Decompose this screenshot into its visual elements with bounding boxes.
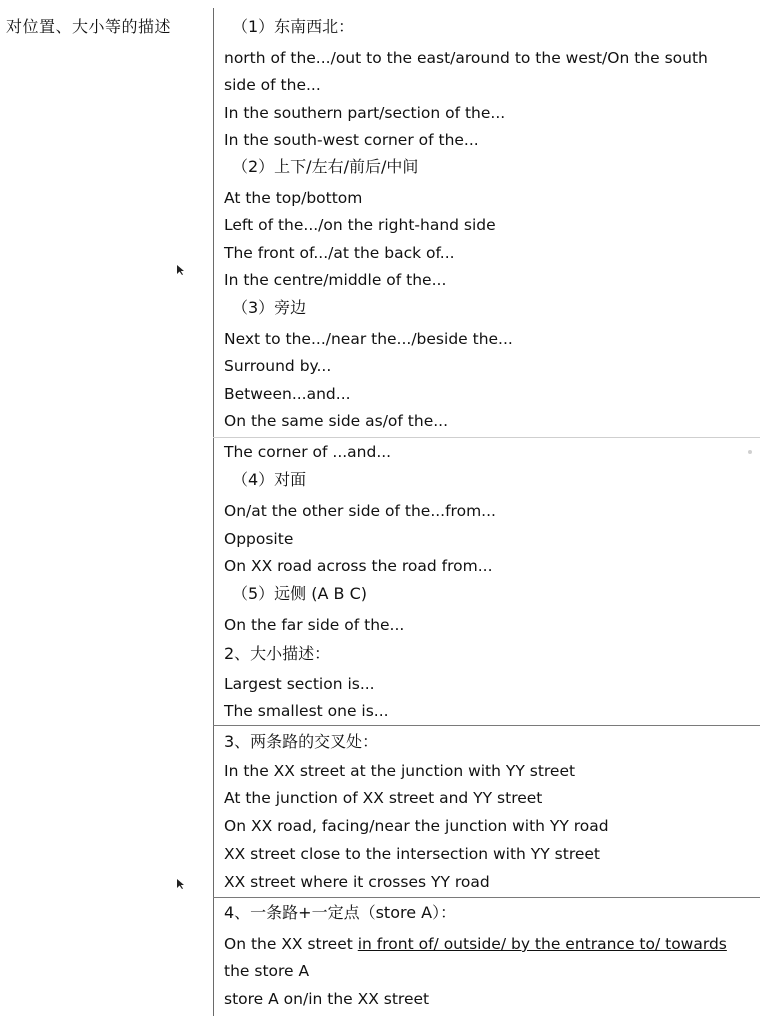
text-line: XX street close to the intersection with YY street — [224, 845, 601, 863]
section-heading-beside: （3）旁边 — [232, 298, 307, 317]
section-heading-opposite: （4）对面 — [232, 470, 307, 489]
table-row-divider — [213, 725, 760, 726]
section-heading-far-side: （5）远侧 (A B C) — [232, 584, 368, 603]
text-line: On XX road, facing/near the junction with YY road — [224, 817, 609, 835]
row-label: 对位置、大小等的描述 — [6, 17, 172, 36]
text-line: The corner of ...and... — [224, 443, 392, 461]
cursor-icon — [176, 878, 186, 890]
cursor-icon — [176, 264, 186, 276]
underlined-phrase: in front of/ outside/ by the entrance to/ towards — [357, 935, 727, 953]
text-line: In the south-west corner of the... — [224, 131, 479, 149]
text-line: On the far side of the... — [224, 616, 405, 634]
text-line: The smallest one is... — [224, 702, 389, 720]
text-line: Largest section is... — [224, 675, 375, 693]
text-line: On the same side as/of the... — [224, 412, 449, 430]
section-heading-size: 2、大小描述： — [224, 644, 331, 663]
section-heading-store: 4、一条路+一定点（store A）： — [224, 903, 457, 922]
text-line: At the top/bottom — [224, 189, 363, 207]
text-line: store A on/in the XX street — [224, 990, 430, 1008]
scan-speck — [748, 450, 752, 454]
text-line — [224, 934, 727, 954]
table-row-divider — [213, 437, 760, 438]
text-line: the store A — [224, 962, 310, 980]
text-line: In the centre/middle of the... — [224, 271, 447, 289]
text-line: On XX road across the road from... — [224, 557, 493, 575]
text-line: Opposite — [224, 530, 294, 548]
text-line: side of the... — [224, 76, 321, 94]
text-line: Next to the.../near the.../beside the... — [224, 330, 513, 348]
section-heading-directions: （1）东南西北： — [232, 17, 355, 36]
text-line: Left of the.../on the right-hand side — [224, 216, 496, 234]
text-line: In the XX street at the junction with YY street — [224, 762, 576, 780]
text-line-prefix: On the XX street — [224, 935, 358, 953]
text-line: At the junction of XX street and YY street — [224, 789, 543, 807]
text-line: In the southern part/section of the... — [224, 104, 506, 122]
section-heading-junction: 3、两条路的交叉处： — [224, 732, 379, 751]
text-line: XX street where it crosses YY road — [224, 873, 490, 891]
table-column-divider — [213, 8, 214, 1016]
section-heading-relative: （2）上下/左右/前后/中间 — [232, 157, 419, 176]
text-line: north of the.../out to the east/around to the west/On the south — [224, 49, 708, 67]
text-line: Surround by... — [224, 357, 332, 375]
text-line: Between...and... — [224, 385, 351, 403]
text-line: The front of.../at the back of... — [224, 244, 455, 262]
text-line: On/at the other side of the...from... — [224, 502, 496, 520]
table-row-divider — [213, 897, 760, 898]
